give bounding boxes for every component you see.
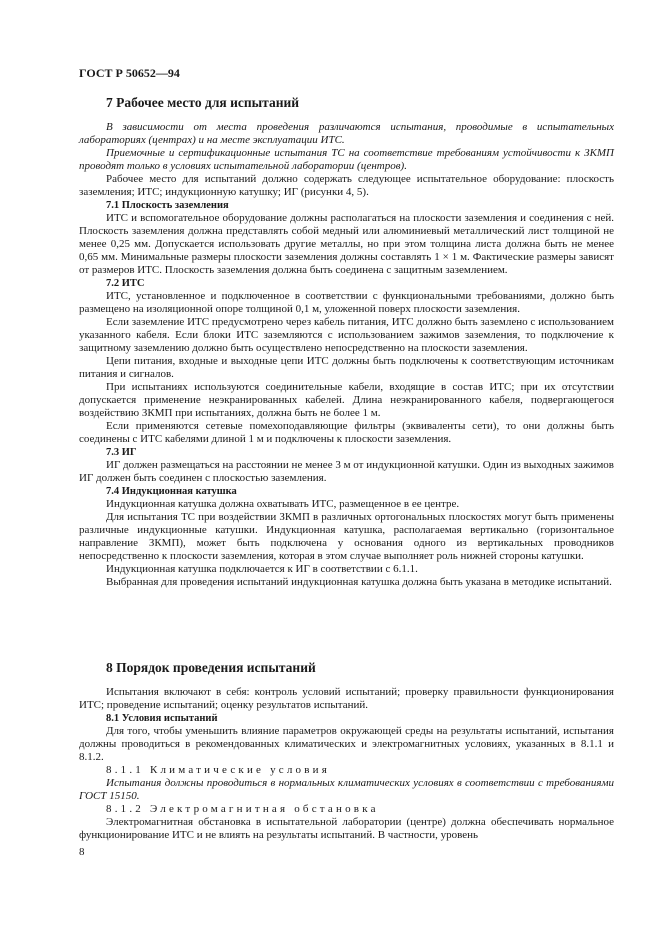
paragraph: Если применяются сетевые помехоподавляющие фильтры (эквиваленты сети), то они должны быть соединены с ИТС кабелями длиной 1 м и подключены к плоскости заземления. <box>79 420 614 445</box>
section-8-body <box>79 686 614 842</box>
paragraph: Индукционная катушка должна охватывать ИТС, размещенное в ее центре. <box>106 498 460 510</box>
paragraph: ИГ должен размещаться на расстоянии не менее 3 м от индукционной катушки. Один из выходных зажимов ИГ должен быть соединен с плоскостью заземления. <box>79 459 614 484</box>
paragraph: Индукционная катушка подключается к ИГ в соответствии с 6.1.1. <box>106 563 418 575</box>
standard-header: ГОСТ Р 50652—94 <box>79 66 180 80</box>
paragraph: В зависимости от места проведения различаются испытания, проводимые в испытательных лабораториях (центрах) и на месте эксплуатации ИТС. <box>79 121 614 146</box>
section-8-title: 8 Порядок проведения испытаний <box>106 660 316 675</box>
subsection-title: 7.4 Индукционная катушка <box>106 486 237 497</box>
paragraph: Приемочные и сертификационные испытания ТС на соответствие требованиям устойчивости к ЗКМП проводят только в условиях испытательной лаборатории (центров). <box>79 147 614 172</box>
paragraph: Электромагнитная обстановка в испытательной лаборатории (центре) должна обеспечивать нормальное функционирование ИТС и не влиять на результаты испытаний. В частности, уровень <box>79 816 614 841</box>
subsection-title: 8.1.2 Электромагнитная обстановка <box>106 803 379 815</box>
paragraph: Выбранная для проведения испытаний индукционная катушка должна быть указана в методике испытаний. <box>106 576 612 588</box>
subsection-title: 8.1 Условия испытаний <box>106 713 218 724</box>
section-7-title: 7 Рабочее место для испытаний <box>106 95 300 110</box>
subsection-title: 7.1 Плоскость заземления <box>106 200 229 211</box>
paragraph: При испытаниях используются соединительные кабели, входящие в состав ИТС; при их отсутствии допускается применение неэкранированных кабелей. Длина неэкранированного кабеля, подвергающегося воздействию ЗКМП при испытаниях, должна быть не более 1 м. <box>79 381 614 419</box>
paragraph: Для того, чтобы уменьшить влияние параметров окружающей среды на результаты испытаний, испытания должны проводиться в рекомендованных климатических и электромагнитных условиях, указанных в 8.1.1 и 8.1.2. <box>79 725 614 763</box>
paragraph: ИТС, установленное и подключенное в соответствии с функциональными требованиями, должно быть размещено на изоляционной опоре толщиной 0,1 м, уложенной поверх плоскости заземления. <box>79 290 614 315</box>
section-7-body <box>79 121 614 589</box>
paragraph: Испытания включают в себя: контроль условий испытаний; проверку правильности функционирования ИТС; проведение испытаний; оценку результатов испытаний. <box>79 686 614 711</box>
paragraph: Испытания должны проводиться в нормальных климатических условиях в соответствии с требованиями ГОСТ 15150. <box>79 777 614 802</box>
paragraph: ИТС и вспомогательное оборудование должны располагаться на плоскости заземления и соединения с ней. Плоскость заземления должна представлять собой медный или алюминиевый металлический лист толщиной не менее 0,25 мм. Допускается использовать другие металлы, но при этом толщина листа должна быть не менее 0,65 мм. Минимальные размеры плоскости заземления должны составлять 1 × 1 м. Фактические размеры зависят от размеров ИТС. Плоскость заземления должна быть соединена с защитным заземлением. <box>79 212 614 276</box>
subsection-title: 8.1.1 Климатические условия <box>106 764 330 776</box>
page-number: 8 <box>79 846 85 858</box>
paragraph: Если заземление ИТС предусмотрено через кабель питания, ИТС должно быть заземлено с использованием указанного кабеля. Если блоки ИТС заземляются с использованием зажимов заземления, то подключение к защитному заземлению должно быть осуществлено непосредственно на плоскости заземления. <box>79 316 614 354</box>
subsection-title: 7.2 ИТС <box>106 278 145 289</box>
paragraph: Для испытания ТС при воздействии ЗКМП в различных ортогональных плоскостях могут быть применены различные индукционные катушки. Индукционная катушка, располагаемая вертикально (горизонтальное направление ЗКМП), может быть подключена у основания одного из вертикальных проводников непосредственно к плоскости заземления, которая в этом случае выполняет роль нижней стороны катушки. <box>79 511 614 562</box>
paragraph: Рабочее место для испытаний должно содержать следующее испытательное оборудование: плоскость заземления; ИТС; индукционную катушку; ИГ (рисунки 4, 5). <box>79 173 614 198</box>
subsection-title: 7.3 ИГ <box>106 447 137 458</box>
paragraph: Цепи питания, входные и выходные цепи ИТС должны быть подключены к соответствующим источникам питания и сигналов. <box>79 355 614 380</box>
